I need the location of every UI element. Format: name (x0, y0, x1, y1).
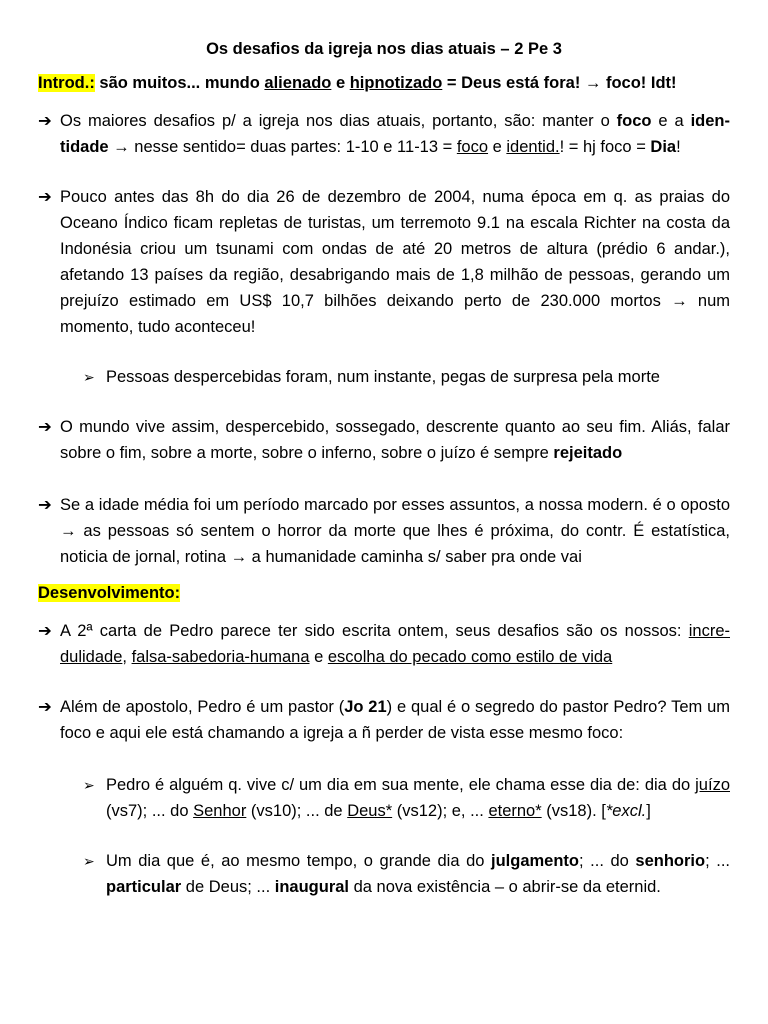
p6-text: , (122, 648, 132, 666)
p9-bold: senhorio (635, 852, 706, 870)
p1-text: e (488, 138, 507, 156)
p8-underline: Senhor (193, 802, 247, 820)
p1-bold: iden-tidade (60, 112, 730, 156)
p1-text: e a (651, 112, 691, 130)
triangle-bullet-icon: ➢ (83, 853, 95, 869)
p1-text: → nesse sentido= duas partes: 1-10 e 11-13 = (108, 138, 457, 156)
arrow-bullet-icon: ➔ (38, 698, 52, 716)
p1-text: ! = hj foco = (559, 138, 651, 156)
p6-underline: escolha do pecado como estilo de vida (327, 648, 613, 666)
arrow-bullet-icon: ➔ (38, 622, 52, 640)
p9-text: ; ... do (579, 852, 636, 870)
development-label: Desenvolvimento: (38, 584, 181, 602)
p8-underline: juízo (695, 776, 730, 794)
triangle-bullet-icon: ➢ (83, 777, 95, 793)
p6-text: A 2ª carta de Pedro parece ter sido escrita ontem, seus desafios são os nossos: (60, 622, 689, 640)
p6-text: e (309, 648, 328, 666)
p1-bold: foco (616, 112, 652, 130)
p8-text: ] (646, 802, 651, 820)
sub-bullet-2 (106, 772, 730, 824)
paragraph-1 (60, 108, 730, 160)
intro-line (38, 70, 730, 96)
p8-underline: eterno* (488, 802, 542, 820)
paragraph-2: Pouco antes das 8h do dia 26 de dezembro de 2004, numa época em q. as praias do Oceano Índico ficam repletas de turistas, um terremoto 9.1 na escala Richter na costa da Indonésia criou um tsunami com ondas de até 20 metros de altura (prédio 6 andar.), afetando 13 países da região, desabrigando mais de 1,8 milhão de pessoas, gerando um prejuízo estimado em US$ 10,7 bilhões deixando perto de 230.000 mortos → num momento, tudo aconteceu! (60, 188, 730, 336)
p6-underline: falsa-sabedoria-humana (131, 648, 310, 666)
p8-text: (vs7); ... do (106, 802, 194, 820)
p1-text: ! (676, 138, 681, 156)
p8-text: (vs18). [ (541, 802, 606, 820)
arrow-bullet-icon: ➔ (38, 496, 52, 514)
sub-bullet-3 (106, 848, 730, 900)
p6-underline: incre-dulidade (60, 622, 730, 666)
intro-underline-2: hipnotizado (349, 74, 443, 92)
p8-text: (vs12); e, ... (392, 802, 489, 820)
p8-underline: Deus* (347, 802, 393, 820)
p9-bold: inaugural (274, 878, 350, 896)
triangle-bullet-icon: ➢ (83, 369, 95, 385)
p9-bold: julgamento (491, 852, 580, 870)
p1-text: Os maiores desafios p/ a igreja nos dias atuais, portanto, são: manter o (60, 112, 617, 130)
p9-text: da nova existência – o abrir-se da eternid. (349, 878, 661, 896)
intro-text-1: são muitos... mundo (94, 74, 265, 92)
p9-text: ; ... (705, 852, 730, 870)
p4-text: O mundo vive assim, despercebido, sossegado, descrente quanto ao seu fim. Aliás, falar sobre o fim, sobre a morte, sobre o inferno, sobre o juízo é sempre (60, 418, 730, 462)
intro-text-2: e (331, 74, 350, 92)
p8-text: Pedro é alguém q. vive c/ um dia em sua mente, ele chama esse dia de: dia do (106, 776, 696, 794)
p8-italic: *excl. (605, 802, 647, 820)
p7-bold: Jo 21 (344, 698, 387, 716)
paragraph-6 (60, 618, 730, 670)
p1-underline: identid. (506, 138, 560, 156)
p9-text: Um dia que é, ao mesmo tempo, o grande dia do (106, 852, 491, 870)
p9-bold: particular (106, 878, 182, 896)
section-heading-development (38, 580, 730, 606)
p4-bold: rejeitado (553, 444, 623, 462)
p1-bold: Dia (650, 138, 677, 156)
sub-bullet-1: Pessoas despercebidas foram, num instante, pegas de surpresa pela morte (106, 368, 660, 386)
p9-text: de Deus; ... (181, 878, 275, 896)
p1-underline: foco (456, 138, 489, 156)
intro-underline-1: alienado (264, 74, 332, 92)
p8-text: (vs10); ... de (246, 802, 348, 820)
p7-text: ) e qual é o segredo do pastor Pedro? Tem um foco e aqui ele está chamando a igreja a ñ perder de vista esse mesmo foco: (60, 698, 730, 742)
intro-text-3: = Deus está fora! → foco! Idt! (442, 74, 677, 92)
paragraph-4 (60, 414, 730, 466)
paragraph-7 (60, 694, 730, 746)
paragraph-5: Se a idade média foi um período marcado por esses assuntos, a nossa modern. é o oposto → as pessoas só sentem o horror da morte que lhes é próxima, do contr. É estatística, noticia de jornal, rotina → a humanidade caminha s/ saber pra onde vai (60, 496, 730, 566)
arrow-bullet-icon: ➔ (38, 418, 52, 436)
intro-label: Introd.: (38, 74, 95, 92)
arrow-bullet-icon: ➔ (38, 188, 52, 206)
p7-text: Além de apostolo, Pedro é um pastor ( (60, 698, 345, 716)
arrow-bullet-icon: ➔ (38, 112, 52, 130)
page-title: Os desafios da igreja nos dias atuais – 2 Pe 3 (206, 40, 562, 58)
